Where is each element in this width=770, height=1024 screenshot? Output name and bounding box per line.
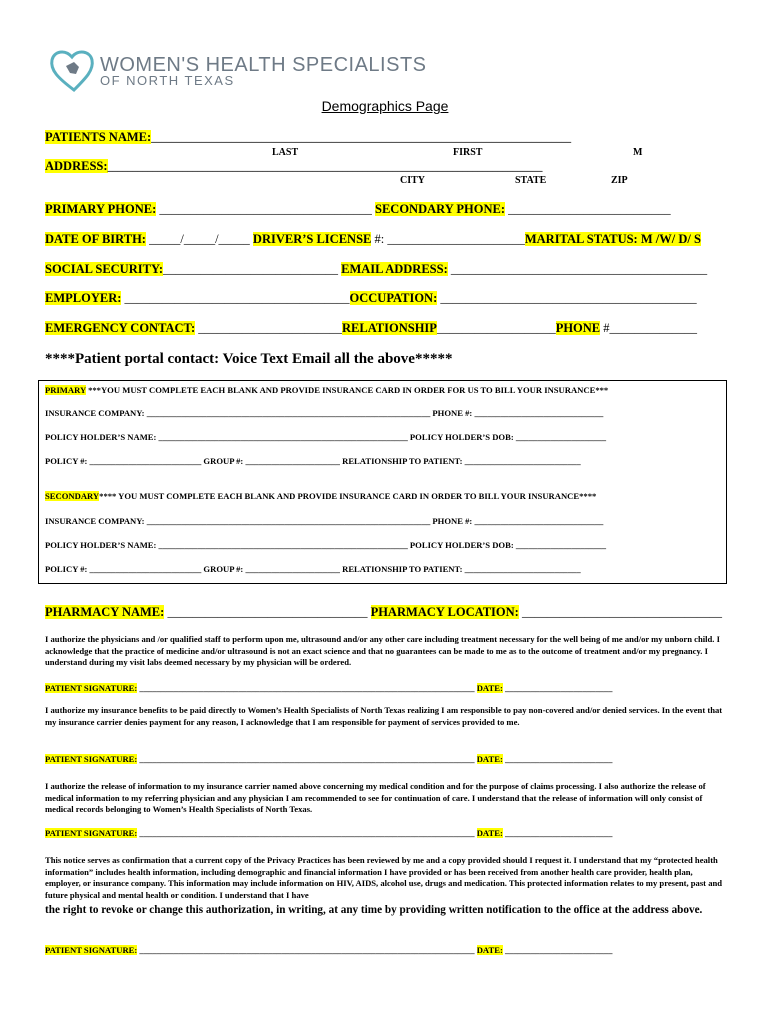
dob-label: DATE OF BIRTH: — [45, 232, 146, 246]
treatment-consent-text: I authorize the physicians and /or qualified staff to perform upon me, ultrasound and/or any other care including treatment necessary for the well being of me and/or my unborn child. I acknowledge that the practice of medicine and/or ultrasound is not an exact science and that no guarantees can be made to me as to the outcome of treatment and/or my pregnancy. I understand during my visit labs deemed necessary by my physician will be ordered. — [45, 634, 720, 668]
date-line-2[interactable]: _________________________ — [502, 754, 613, 764]
page-title: Demographics Page — [321, 98, 449, 114]
pharmacy-row[interactable] — [45, 605, 722, 620]
secondary-heading-text: **** YOU MUST COMPLETE EACH BLANK AND PROVIDE INSURANCE CARD IN ORDER TO BILL YOUR INSURANCE**** — [99, 491, 597, 501]
sub-zip: ZIP — [611, 175, 628, 186]
signature-label-2: PATIENT SIGNATURE: — [45, 754, 138, 764]
primary-company-row[interactable]: INSURANCE COMPANY: __________________________________________________________________ PHONE #: ______________________________ — [45, 408, 604, 418]
signature-line-1[interactable]: ______________________________________________________________________________ — [137, 683, 475, 693]
primary-phone-label: PRIMARY PHONE: — [45, 202, 157, 216]
signature-label-1: PATIENT SIGNATURE: — [45, 683, 138, 693]
occupation-label: OCCUPATION: — [349, 291, 438, 305]
phones-row[interactable] — [45, 202, 671, 217]
relationship-line[interactable]: ___________________ — [436, 321, 556, 335]
primary-heading-text: ***YOU MUST COMPLETE EACH BLANK AND PROVIDE INSURANCE CARD IN ORDER FOR US TO BILL YOUR INSURANCE*** — [85, 385, 609, 395]
emergency-row[interactable] — [45, 321, 697, 336]
primary-insurance-heading — [45, 385, 608, 395]
insurance-benefits-text: I authorize my insurance benefits to be paid directly to Women’s Health Specialists of North Texas realizing I am responsible to pay non-covered and/or denied services. In the event that my insurance carrier denies payment for any reason, I acknowledge that I am responsible for payment of services provided to me. — [45, 705, 723, 727]
signature-label-4: PATIENT SIGNATURE: — [45, 945, 138, 955]
date-line-4[interactable]: _________________________ — [502, 945, 613, 955]
address-label: ADDRESS: — [45, 159, 108, 173]
signature-row-1[interactable] — [45, 683, 612, 693]
ssn-row[interactable] — [45, 262, 707, 277]
sub-last: LAST — [272, 147, 299, 158]
occupation-line[interactable]: _________________________________________ — [437, 291, 697, 305]
signature-row-2[interactable] — [45, 754, 612, 764]
patient-name-label: PATIENTS NAME: — [45, 130, 152, 144]
sub-state: STATE — [515, 175, 547, 186]
sub-first: FIRST — [453, 147, 483, 158]
dob-row[interactable] — [45, 232, 701, 247]
patient-name-line[interactable]: ____________________________________________________________________________________ — [151, 133, 572, 144]
signature-line-4[interactable]: ______________________________________________________________________________ — [137, 945, 475, 955]
date-label-4: DATE: — [476, 945, 503, 955]
emergency-phone-label: PHONE — [555, 321, 601, 335]
address-line[interactable]: _______________________________________________________________________________________ — [107, 162, 543, 173]
signature-line-2[interactable]: ______________________________________________________________________________ — [137, 754, 475, 764]
primary-phone-line[interactable]: __________________________________ — [156, 202, 372, 216]
patient-portal-contact[interactable]: ****Patient portal contact: Voice Text Email all the above***** — [45, 351, 453, 367]
logo-text-line1: WOMEN'S HEALTH SPECIALISTS — [100, 54, 427, 76]
email-label: EMAIL ADDRESS: — [341, 262, 448, 276]
marital-status-label: MARITAL STATUS: — [524, 232, 638, 246]
secondary-insurance-heading — [45, 491, 596, 501]
primary-policy-row[interactable]: POLICY #: __________________________ GROUP #: ______________________ RELATIONSHIP TO PATIENT: ___________________________ — [45, 456, 581, 466]
signature-line-3[interactable]: ______________________________________________________________________________ — [137, 828, 475, 838]
email-line[interactable]: _________________________________________ — [447, 262, 708, 276]
pharmacy-location-label: PHARMACY LOCATION: — [370, 605, 519, 619]
signature-label-3: PATIENT SIGNATURE: — [45, 828, 138, 838]
ssn-line[interactable]: ____________________________ — [162, 262, 338, 276]
primary-holder-row[interactable]: POLICY HOLDER’S NAME: __________________________________________________________ POLICY HOLDER’S DOB: _____________________ — [45, 432, 607, 442]
emergency-phone-line[interactable]: #______________ — [600, 321, 698, 335]
employer-row[interactable] — [45, 291, 697, 306]
secondary-company-row[interactable]: INSURANCE COMPANY: __________________________________________________________________ PHONE #: ______________________________ — [45, 516, 604, 526]
secondary-holder-row[interactable]: POLICY HOLDER’S NAME: __________________________________________________________ POLICY HOLDER’S DOB: _____________________ — [45, 540, 607, 550]
employer-line[interactable]: ____________________________________ — [121, 291, 350, 305]
drivers-license-line[interactable]: #: ______________________ — [371, 232, 525, 246]
pharmacy-name-line[interactable]: ________________________________ — [164, 605, 368, 619]
secondary-phone-label: SECONDARY PHONE: — [375, 202, 506, 216]
release-information-text: I authorize the release of information to my insurance carrier named above concerning my medical condition and for the purpose of claims processing. I also authorize the release of medical information to my referring physician and any physician I am recommended to see for continuation of care. I understand that the release of information will only consist of medical records belonging to Women’s Health Specialists of North Texas. — [45, 781, 706, 815]
privacy-notice-revoke-text: the right to revoke or change this authorization, in writing, at any time by providing written notification to the office at the address above. — [45, 904, 703, 916]
pharmacy-location-line[interactable]: ________________________________ — [518, 605, 722, 619]
employer-label: EMPLOYER: — [45, 291, 122, 305]
date-label-2: DATE: — [476, 754, 503, 764]
date-line-1[interactable]: _________________________ — [502, 683, 613, 693]
signature-row-3[interactable] — [45, 828, 612, 838]
date-label-1: DATE: — [476, 683, 503, 693]
marital-status-options[interactable]: M /W/ D/ S — [637, 232, 701, 246]
date-line-3[interactable]: _________________________ — [502, 828, 613, 838]
ssn-label: SOCIAL SECURITY: — [45, 262, 163, 276]
patient-name-row[interactable] — [45, 130, 571, 145]
date-label-3: DATE: — [476, 828, 503, 838]
pharmacy-name-label: PHARMACY NAME: — [45, 605, 165, 619]
sub-middle: M — [633, 147, 643, 158]
dob-line[interactable]: _____/_____/_____ — [145, 232, 250, 246]
emergency-contact-label: EMERGENCY CONTACT: — [45, 321, 196, 335]
sub-city: CITY — [400, 175, 426, 186]
address-row[interactable] — [45, 159, 543, 174]
privacy-notice-text: This notice serves as confirmation that a current copy of the Privacy Practices has been reviewed by me and a copy provided should I request it. I understand that my “protected health information” includes health information, including demographic and financial information I have provided or has been received from another health care provider, health plan, employer, or insurance company. This information may include information on HIV, AIDS, alcohol use, drugs and medication. This protected information relates to my present, past and future physical and mental health or condition. I understand that I have — [45, 855, 723, 901]
drivers-license-label: DRIVER’S LICENSE — [252, 232, 372, 246]
relationship-label: RELATIONSHIP — [342, 321, 437, 335]
secondary-policy-row[interactable]: POLICY #: __________________________ GROUP #: ______________________ RELATIONSHIP TO PATIENT: ___________________________ — [45, 564, 581, 574]
emergency-contact-line[interactable]: _______________________ — [195, 321, 342, 335]
primary-tag: PRIMARY — [45, 385, 86, 395]
secondary-phone-line[interactable]: __________________________ — [505, 202, 671, 216]
signature-row-4[interactable] — [45, 945, 612, 955]
secondary-tag: SECONDARY — [45, 491, 100, 501]
logo-text-line2: OF NORTH TEXAS — [100, 73, 235, 88]
